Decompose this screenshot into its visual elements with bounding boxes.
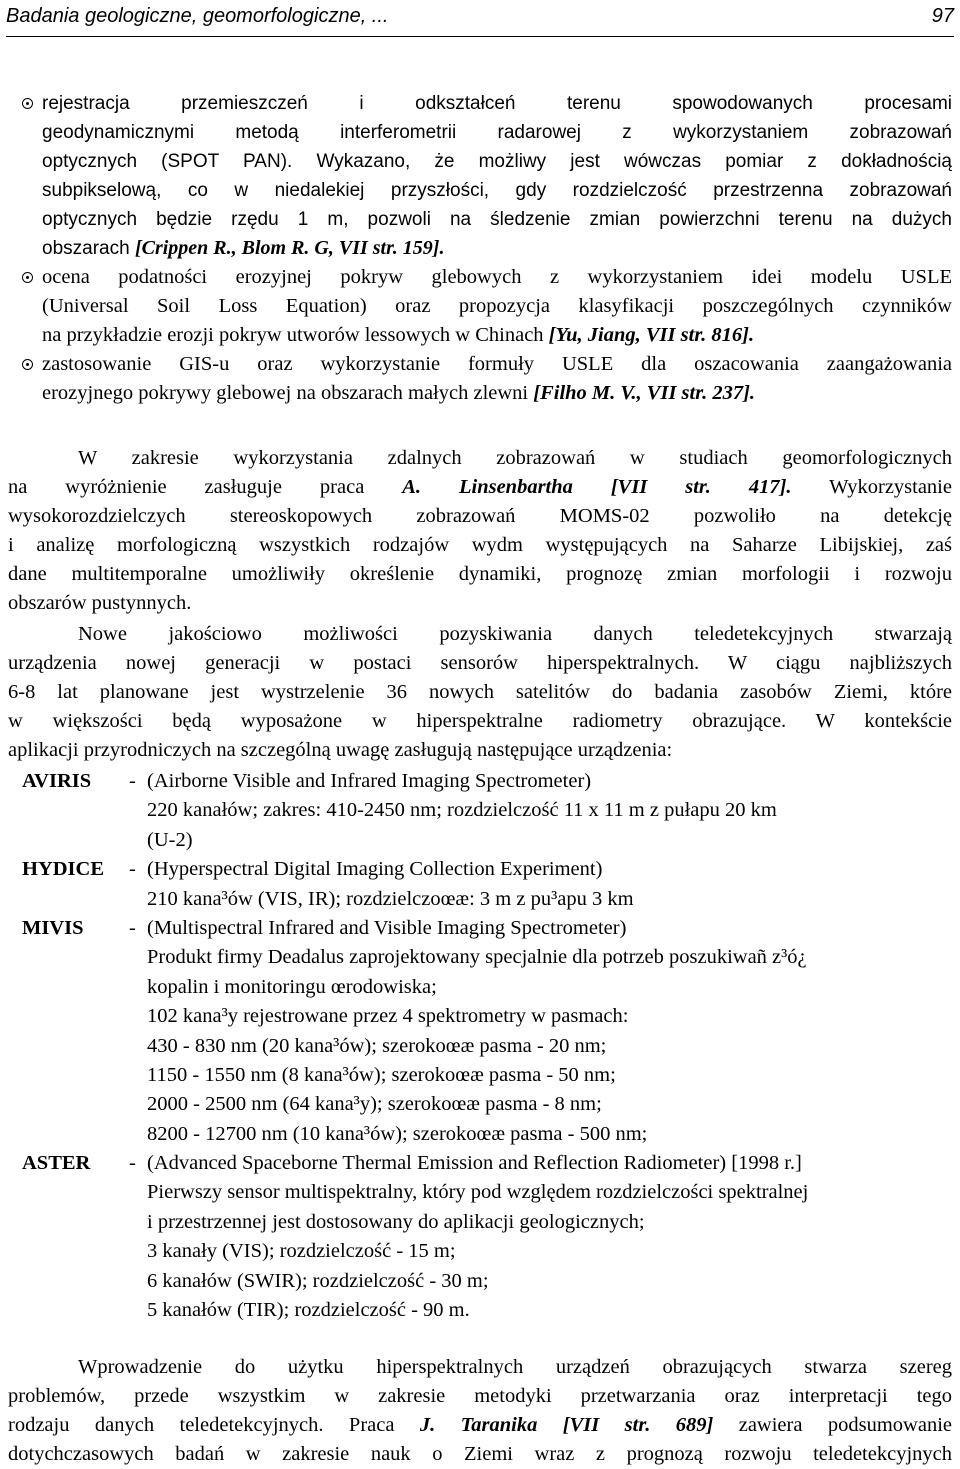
device-row (22, 1267, 952, 1296)
device-description: (Airborne Visible and Infrared Imaging Spectrometer) (147, 770, 592, 792)
device-row (22, 1178, 952, 1207)
citation: [Yu, Jiang, VII str. 816]. (548, 324, 755, 346)
device-row (22, 973, 952, 1002)
device-detail: 6 kanałów (SWIR); rozdzielczość - 30 m; (147, 1269, 489, 1292)
device-name: MIVIS (22, 916, 84, 939)
device-name: AVIRIS (22, 770, 92, 792)
device-detail: (U-2) (147, 828, 193, 851)
text-line: aplikacji przyrodniczych na szczególną uwagę zasługują następujące urządzenia: (8, 739, 673, 761)
text-line (42, 234, 952, 263)
line-text: erozyjnego pokrywy glebowej na obszarach małych zlewni (42, 382, 534, 404)
device-row (22, 1208, 952, 1237)
device-detail: 3 kanały (VIS); rozdzielczość - 15 m; (147, 1240, 456, 1263)
device-row (22, 1002, 952, 1031)
text-line: geodynamicznymi metodą interferometrii radarowej z wykorzystaniem zobrazowań (42, 122, 952, 143)
device-detail: 210 kana³ów (VIS, IR); rozdzielczoœæ: 3 m z pu³apu 3 km (147, 887, 634, 910)
device-row (22, 914, 952, 943)
device-detail: Produkt firmy Deadalus zaprojektowany specjalnie dla potrzeb poszukiwañ z³ó¿ (147, 946, 807, 969)
device-description: (Multispectral Infrared and Visible Imaging Spectrometer) (147, 916, 627, 939)
paragraph-hyperspectral (8, 620, 952, 765)
citation: [Crippen R., Blom R. G, VII str. 159]. (134, 237, 445, 259)
citation: [Filho M. V., VII str. 237]. (533, 382, 756, 404)
device-row (22, 1237, 952, 1266)
device-description: (Hyperspectral Digital Imaging Collection Experiment) (147, 858, 603, 881)
device-detail: i przestrzennej jest dostosowany do aplikacji geologicznych; (147, 1210, 645, 1233)
line-text: na wyróżnienie zasługuje praca (8, 476, 403, 498)
text-line: Nowe jakościowo możliwości pozyskiwania danych teledetekcyjnych stwarzają (78, 623, 952, 645)
paragraph-processing (8, 1353, 952, 1469)
text-line: urządzenia nowej generacji w postaci sensorów hiperspektralnych. W ciągu najbliższych (8, 652, 952, 674)
device-detail: 102 kana³y rejestrowane przez 4 spektrometry w pasmach: (147, 1005, 629, 1028)
device-detail: 5 kanałów (TIR); rozdzielczość - 90 m. (147, 1299, 470, 1322)
device-detail: 1150 - 1550 nm (8 kana³ów); szerokoœæ pasma - 50 nm; (147, 1063, 616, 1086)
device-description: (Advanced Spaceborne Thermal Emission and Reflection Radiometer) [1998 r.] (147, 1152, 802, 1175)
bullet-item (22, 89, 952, 263)
device-detail: Pierwszy sensor multispektralny, który pod względem rozdzielczości spektralnej (147, 1181, 809, 1204)
text-line: dotychczasowych badań w zakresie nauk o Ziemi wraz z prognozą rozwoju teledetekcyjnych (8, 1443, 952, 1465)
text-line: dane multitemporalne umożliwiły określenie dynamiki, prognozę zmian morfologii i rozwoju (8, 563, 952, 585)
text-line: Wprowadzenie do użytku hiperspektralnych urządzeń obrazujących stwarza szereg (78, 1356, 952, 1378)
bullet-item (22, 263, 952, 350)
device-row (22, 1149, 952, 1178)
device-detail: 430 - 830 nm (20 kana³ów); szerokoœæ pasma - 20 nm; (147, 1034, 607, 1057)
device-row (22, 796, 952, 825)
text-line: 6-8 lat planowane jest wystrzelenie 36 nowych satelitów do badania zasobów Ziemi, które (8, 681, 952, 703)
device-row (22, 885, 952, 914)
text-line (42, 321, 952, 350)
text-line: ocena podatności erozyjnej pokryw glebowych z wykorzystaniem idei modelu USLE (42, 266, 952, 288)
device-detail: 8200 - 12700 nm (10 kana³ów); szerokoœæ pasma - 500 nm; (147, 1122, 648, 1145)
device-row (22, 826, 952, 855)
bullet-icon (22, 98, 33, 109)
line-text: zawiera podsumowanie (713, 1414, 952, 1436)
device-row (22, 767, 952, 796)
paragraph-geomorphology (8, 444, 952, 618)
text-line: subpikselową, co w niedalekiej przyszłości, gdy rozdzielczość przestrzenna zobrazowań (42, 180, 952, 201)
device-dash: - (129, 770, 136, 792)
bullet-list (22, 89, 952, 408)
text-line: optycznych (SPOT PAN). Wykazano, że możliwy jest wówczas pomiar z dokładnością (42, 151, 952, 172)
text-line: W zakresie wykorzystania zdalnych zobrazowań w studiach geomorfologicznych (78, 447, 952, 469)
text-line: (Universal Soil Loss Equation) oraz propozycja klasyfikacji poszczególnych czynników (42, 295, 952, 317)
device-dash: - (129, 916, 136, 939)
device-name: HYDICE (22, 858, 105, 881)
text-line (8, 473, 952, 502)
line-text: obszarach (42, 238, 135, 259)
device-row (22, 855, 952, 884)
citation: J. Taranika [VII str. 689] (419, 1414, 714, 1436)
text-line: wysokorozdzielczych stereoskopowych zobrazowań MOMS-02 pozwoliło na detekcję (8, 505, 952, 527)
text-line: zastosowanie GIS-u oraz wykorzystanie formuły USLE dla oszacowania zaangażowania (42, 353, 952, 375)
device-row (22, 943, 952, 972)
device-detail: 220 kanałów; zakres: 410-2450 nm; rozdzielczość 11 x 11 m z pułapu 20 km (147, 799, 777, 822)
citation: A. Linsenbartha [VII str. 417]. (402, 476, 792, 498)
text-line (8, 1411, 952, 1440)
bullet-icon (22, 359, 33, 370)
line-text: Wykorzystanie (791, 476, 952, 498)
device-name: ASTER (22, 1152, 91, 1175)
device-row (22, 1090, 952, 1119)
device-row (22, 1296, 952, 1325)
device-dash: - (129, 1152, 136, 1175)
text-line (42, 379, 952, 408)
text-line: w większości będą wyposażone w hiperspektralne radiometry obrazujące. W kontekście (8, 710, 952, 732)
bullet-item (22, 350, 952, 408)
page-number: 97 (931, 5, 954, 27)
device-detail: 2000 - 2500 nm (64 kana³y); szerokoœæ pasma - 8 nm; (147, 1093, 602, 1116)
device-dash: - (129, 858, 136, 881)
running-header (6, 0, 954, 37)
device-row (22, 1061, 952, 1090)
text-line: i analizę morfologiczną wszystkich rodzajów wydm występujących na Saharze Libijskiej, zaś (8, 534, 952, 556)
bullet-icon (22, 272, 33, 283)
line-text: na przykładzie erozji pokryw utworów lessowych w Chinach (42, 324, 549, 346)
text-line: rejestracja przemieszczeń i odkształceń terenu spowodowanych procesami (42, 93, 952, 114)
device-row (22, 1032, 952, 1061)
running-title: Badania geologiczne, geomorfologiczne, ... (6, 5, 389, 27)
text-line: obszarów pustynnych. (8, 592, 192, 614)
line-text: rodzaju danych teledetekcyjnych. Praca (8, 1414, 420, 1436)
text-line: optycznych będzie rzędu 1 m, pozwoli na śledzenie zmian powierzchni terenu na dużych (42, 209, 952, 230)
device-detail: kopalin i monitoringu œrodowiska; (147, 975, 437, 998)
text-line: problemów, przede wszystkim w zakresie metodyki przetwarzania oraz interpretacji tego (8, 1385, 952, 1407)
device-list (22, 767, 952, 1325)
device-row (22, 1120, 952, 1149)
